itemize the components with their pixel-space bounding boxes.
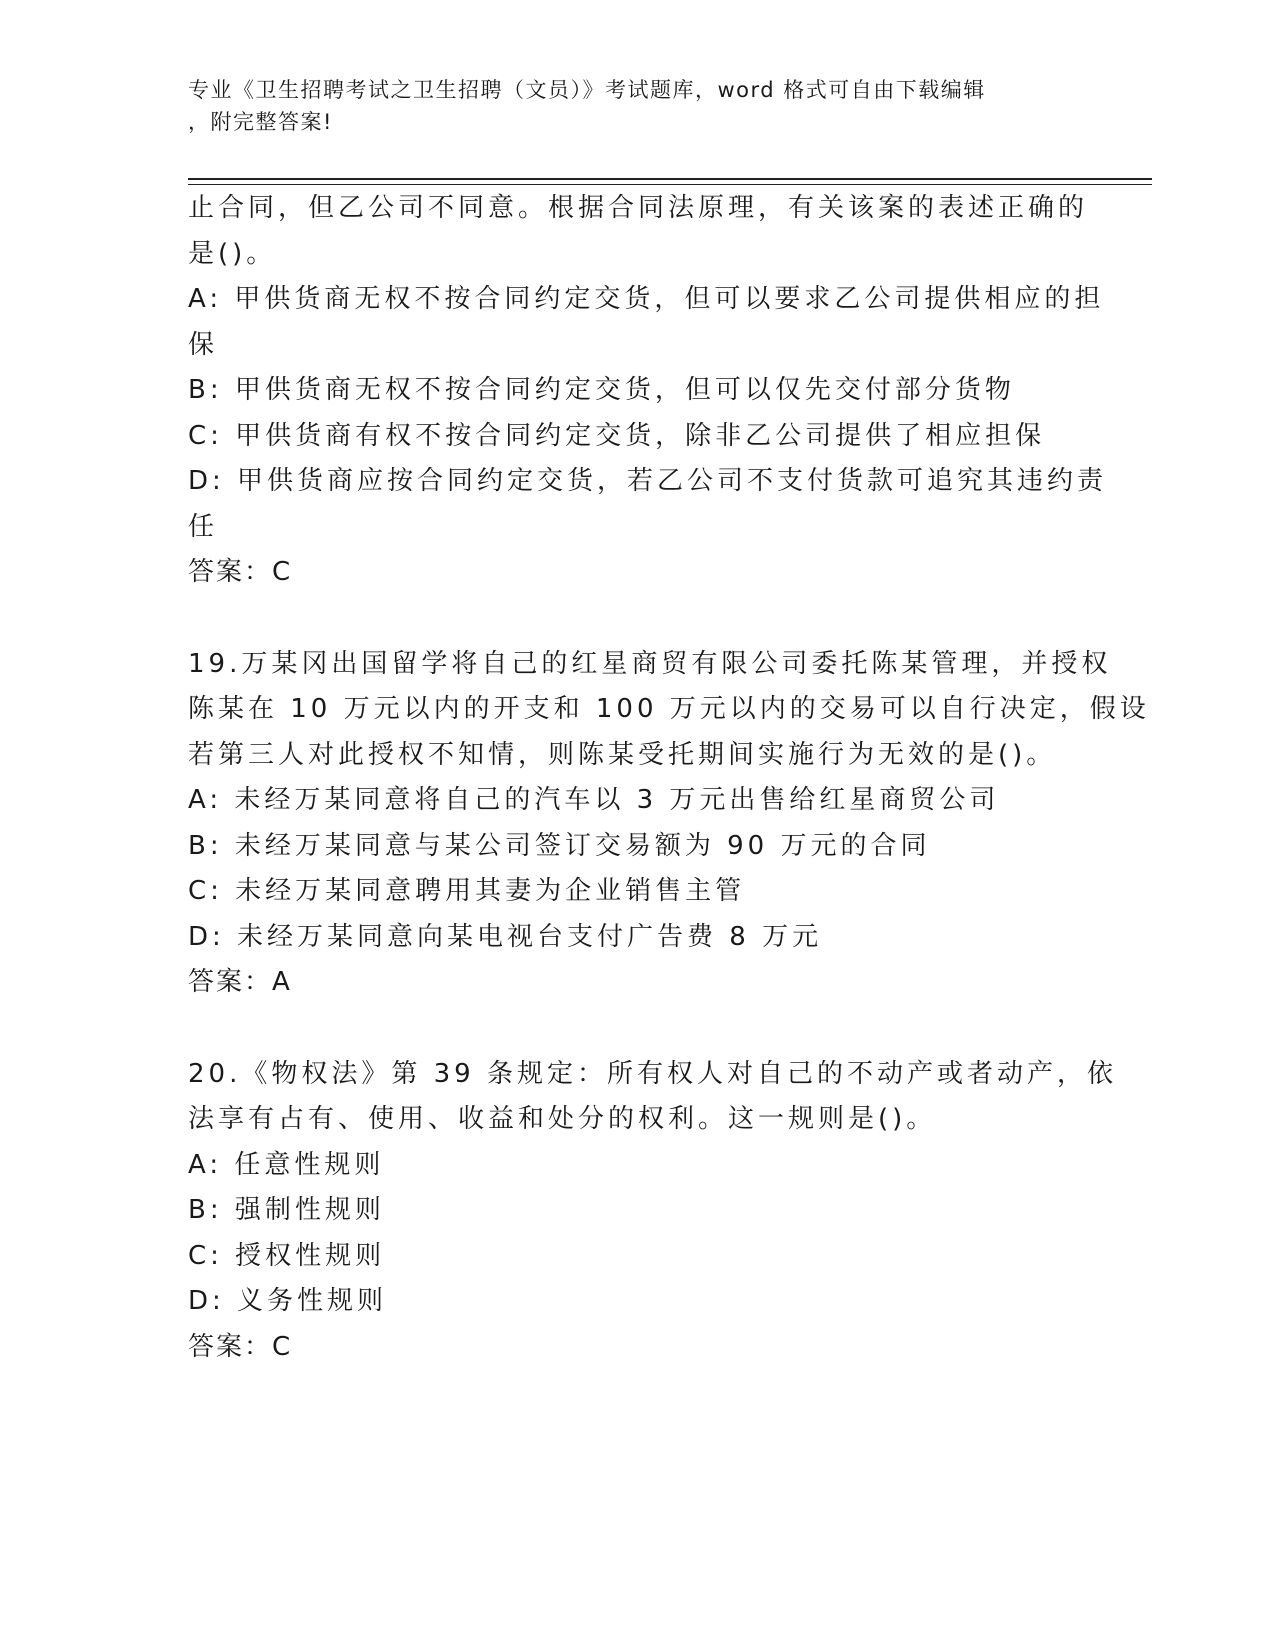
question-stem-line: 陈某在 10 万元以内的开支和 100 万元以内的交易可以自行决定，假设 <box>188 694 1150 724</box>
header-line: 专业《卫生招聘考试之卫生招聘（文员）》考试题库，word 格式可自由下载编辑 <box>188 78 986 102</box>
question-stem-line: 20.《物权法》第 39 条规定：所有权人对自己的不动产或者动产，依 <box>188 1058 1117 1089</box>
question-stem-line: 止合同，但乙公司不同意。根据合同法原理，有关该案的表述正确的 <box>188 193 1089 223</box>
option-d: D: 甲供货商应按合同约定交货，若乙公司不支付货款可追究其违约责 <box>188 466 1108 496</box>
option-b: B: 强制性规则 <box>188 1195 385 1225</box>
option-c: C: 甲供货商有权不按合同约定交货，除非乙公司提供了相应担保 <box>188 420 1046 451</box>
option-c: C: 授权性规则 <box>188 1240 386 1271</box>
header-divider <box>188 178 1152 180</box>
question-stem-line: 19.万某冈出国留学将自己的红星商贸有限公司委托陈某管理，并授权 <box>188 648 1112 679</box>
question-stem-line: 是()。 <box>188 238 277 269</box>
option-a-continued: 保 <box>188 329 219 360</box>
answer: 答案：C <box>188 1331 293 1362</box>
page-header <box>188 74 1068 138</box>
question-stem-line: 若第三人对此授权不知情，则陈某受托期间实施行为无效的是()。 <box>188 739 1057 770</box>
option-d: D: 义务性规则 <box>188 1286 388 1316</box>
answer: 答案：A <box>188 967 292 997</box>
spacer <box>188 596 1088 642</box>
header-divider <box>188 184 1152 185</box>
option-a: A: 甲供货商无权不按合同约定交货，但可以要求乙公司提供相应的担 <box>188 284 1105 314</box>
option-d: D: 未经万某同意向某电视台支付广告费 8 万元 <box>188 921 823 952</box>
question-block <box>188 1052 1117 1371</box>
option-c: C: 未经万某同意聘用其妻为企业销售主管 <box>188 876 746 906</box>
question-stem-line: 法享有占有、使用、收益和处分的权利。这一规则是()。 <box>188 1104 937 1134</box>
spacer <box>188 1006 1088 1052</box>
question-list <box>188 186 1150 1370</box>
answer: 答案：C <box>188 557 293 587</box>
option-a: A: 未经万某同意将自己的汽车以 3 万元出售给红星商贸公司 <box>188 785 1000 815</box>
header-line: ，附完整答案! <box>188 110 333 134</box>
question-block <box>188 642 1150 1006</box>
option-d-continued: 任 <box>188 511 219 542</box>
option-a: A: 任意性规则 <box>188 1149 385 1180</box>
option-b: B: 甲供货商无权不按合同约定交货，但可以仅先交付部分货物 <box>188 375 1015 405</box>
question-block <box>188 186 1108 596</box>
option-b: B: 未经万某同意与某公司签订交易额为 90 万元的合同 <box>188 830 931 861</box>
